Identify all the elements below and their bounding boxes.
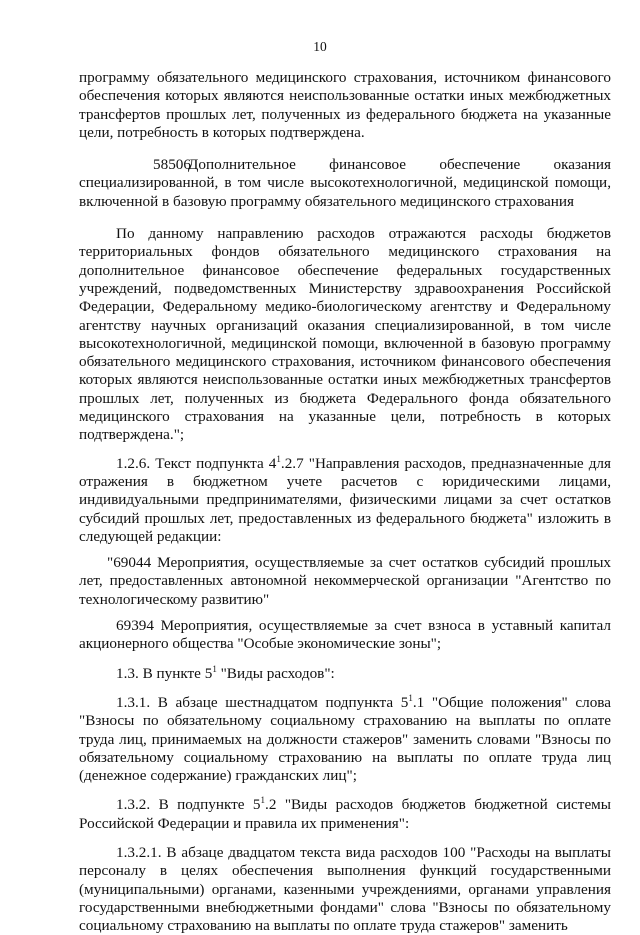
paragraph-continuation: программу обязательного медицинского страхования, источником финансового обеспечения которых являются неиспользованные остатки иных межбюджетных трансфертов прошлых лет, полученных из федерального бюджета на указанные цели, потребность в которых подтверждена.: [79, 69, 611, 141]
expense-code: 58506: [153, 156, 191, 174]
paragraph-code-69394: 69394 Мероприятия, осуществляемые за счет взноса в уставный капитал акционерного общества "Особые экономические зоны";: [79, 617, 611, 653]
paragraph-code-69044: "69044 Мероприятия, осуществляемые за счет остатков субсидий прошлых лет, предоставленных автономной некоммерческой организации "Агентство по технологическому развитию": [79, 554, 611, 608]
paragraph-1-3-1: 1.3.1. В абзаце шестнадцатом подпункта $5^1.1$ "Общие положения" слова "Взносы по обязательному социальному страхованию на выплаты по оплате труда лиц, принимаемых на должности стажеров" заменить словами "Взносы по обязательному социальному страхованию на выплаты по оплате труда лиц (денежное содержание) гражданских лиц";: [79, 692, 611, 785]
paragraph-1-2-6: 1.2.6. Текст подпункта $4^1.2.7$ "Направления расходов, предназначенные для отражения в бюджетном учете расчетов с юридическими лицами, индивидуальными предпринимателями, физическими лицами за счет остатков субсидий прошлых лет, предоставленных из федерального бюджета" изложить в следующей редакции:: [79, 453, 611, 545]
page-number: 10: [313, 39, 327, 54]
paragraph-1-3: 1.3. В пункте $5^1$ "Виды расходов":: [116, 663, 335, 682]
paragraph-1-3-2: 1.3.2. В подпункте $5^1.2$ "Виды расходов бюджетов бюджетной системы Российской Федерации и правила их применения":: [79, 795, 611, 832]
expense-title: Дополнительное финансовое обеспечение оказания специализированной, в том числе высокотехнологичной, медицинской помощи, включенной в базовую программу обязательного медицинского страхования: [79, 156, 611, 210]
paragraph-description: По данному направлению расходов отражаются расходы бюджетов территориальных фондов обязательного медицинского страхования на дополнительное финансовое обеспечение федеральных государственных учреждений, подведомственных Министерству здравоохранения Российской Федерации, Федеральному медико-биологическому агентству и Федеральному агентству научных организаций оказания специализированной, в том числе высокотехнологичной, медицинской помощи, включенной в базовую программу обязательного медицинского страхования, источником финансового обеспечения которых являются неиспользованные остатки иных межбюджетных трансфертов прошлых лет, полученных из бюджета Федерального фонда обязательного медицинского страхования на указанные цели, потребность в которых подтверждена.";: [79, 225, 611, 444]
paragraph-code-58506: [79, 156, 611, 211]
document-body: [79, 69, 611, 935]
paragraph-1-3-2-1: 1.3.2.1. В абзаце двадцатом текста вида расходов 100 "Расходы на выплаты персоналу в целях обеспечения выполнения функций государственными (муниципальными) органами, казенными учреждениями, органами управления государственными внебюджетными фондами" слова "Взносы по обязательному социальному страхованию на выплаты по оплате труда стажеров" заменить: [79, 843, 611, 935]
